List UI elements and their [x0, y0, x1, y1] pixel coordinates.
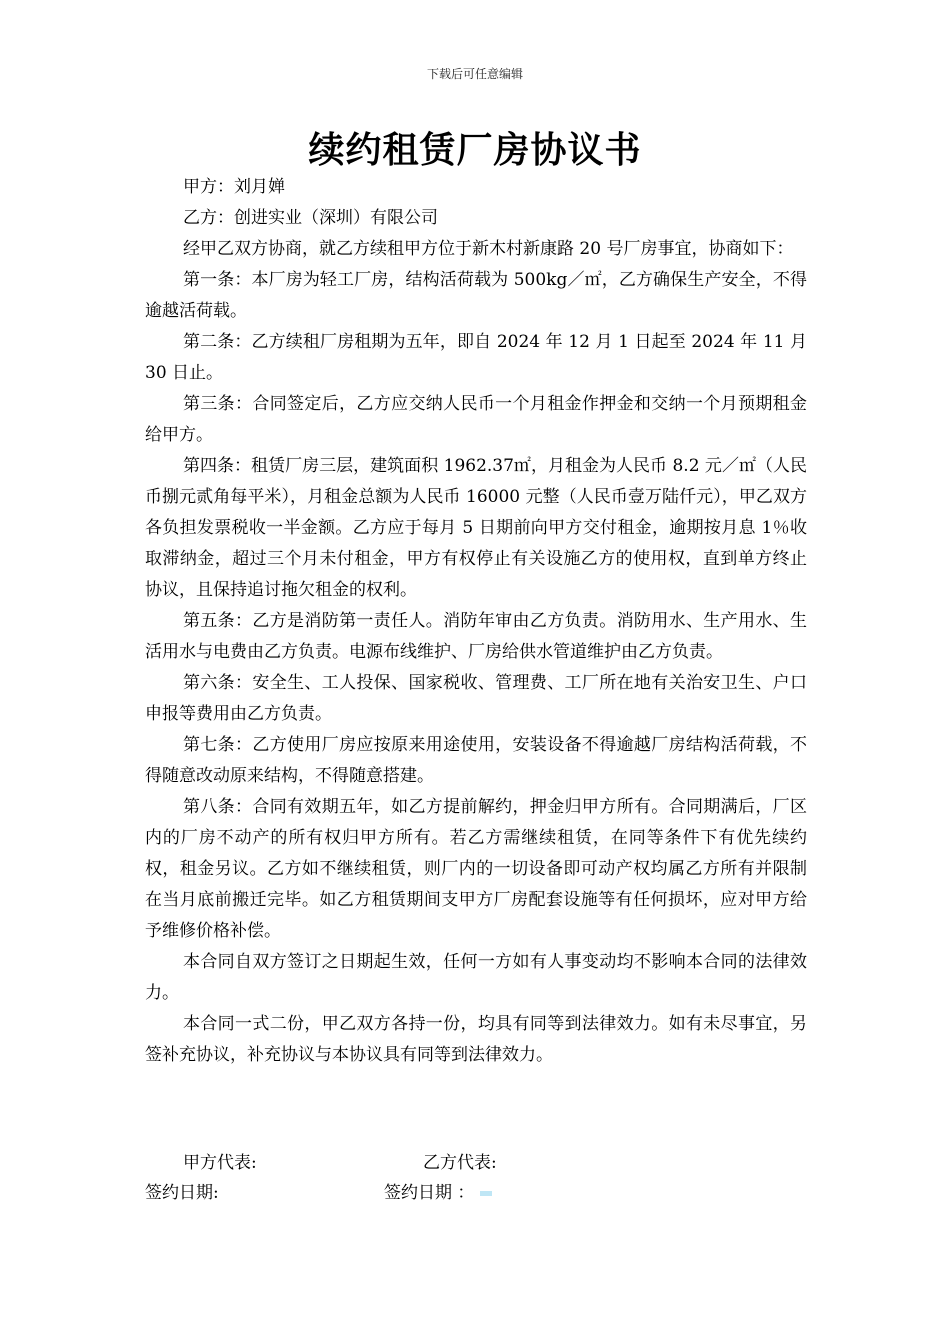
party-b-sign-date-label: 签约日期 ：	[384, 1183, 475, 1203]
agreement-body	[145, 172, 807, 1071]
party-b-line: 乙方：创进实业（深圳）有限公司	[183, 208, 438, 228]
effective-clause: 本合同自双方签订之日期起生效，任何一方如有人事变动均不影响本合同的法律效力。	[145, 952, 807, 1003]
preamble-paragraph: 经甲乙双方协商，就乙方续租甲方位于新木村新康路 20 号厂房事宜，协商如下：	[183, 239, 794, 259]
clause-8: 第八条：合同有效期五年，如乙方提前解约，押金归甲方所有。合同期满后，厂区内的厂房不动产的所有权归甲方所有。若乙方需继续租赁，在同等条件下有优先续约权，租金另议。乙方如不继续租赁，则厂内的一切设备即可动产权均属乙方所有并限制在当月底前搬迁完毕。如乙方租赁期间支甲方厂房配套设施等有任何损坏，应对甲方给予维修价格补偿。	[145, 797, 807, 941]
party-a-sign-date-label: 签约日期:	[145, 1183, 219, 1203]
party-b-sign-date-group	[384, 1178, 492, 1208]
copies-clause: 本合同一式二份，甲乙双方各持一份，均具有同等到法律效力。如有未尽事宜，另签补充协议，补充协议与本协议具有同等到法律效力。	[145, 1014, 807, 1065]
party-a-line: 甲方：刘月婵	[183, 177, 285, 197]
clause-6: 第六条：安全生、工人投保、国家税收、管理费、工厂所在地有关治安卫生、户口申报等费用由乙方负责。	[145, 673, 807, 724]
clause-3: 第三条：合同签定后，乙方应交纳人民币一个月租金作押金和交纳一个月预期租金给甲方。	[145, 394, 807, 445]
party-b-representative-label: 乙方代表:	[423, 1153, 497, 1173]
clause-4: 第四条：租赁厂房三层，建筑面积 1962.37㎡，月租金为人民币 8.2 元／㎡（人民币捌元贰角每平米），月租金总额为人民币 16000 元整（人民币壹万陆仟元），甲乙双方各负担发票税收一半金额。乙方应于每月 5 日期前向甲方交付租金，逾期按月息 1％收取滞纳金，超过三个月未付租金，甲方有权停止有关设施乙方的使用权，直到单方终止协议，且保持追讨拖欠租金的权利。	[145, 456, 807, 600]
document-title: 续约租赁厂房协议书	[308, 129, 642, 171]
party-a-representative-label: 甲方代表:	[183, 1153, 257, 1173]
clause-2: 第二条：乙方续租厂房租期为五年，即自 2024 年 12 月 1 日起至 2024 年 11 月 30 日止。	[145, 332, 807, 383]
clause-1: 第一条：本厂房为轻工厂房，结构活荷载为 500kg／㎡，乙方确保生产安全，不得逾越活荷载。	[145, 270, 807, 321]
header-note: 下载后可任意编辑	[426, 67, 523, 81]
clause-5: 第五条：乙方是消防第一责任人。消防年审由乙方负责。消防用水、生产用水、生活用水与电费由乙方负责。电源布线维护、厂房给供水管道维护由乙方负责。	[145, 611, 807, 662]
date-field-marker	[480, 1191, 492, 1196]
clause-7: 第七条：乙方使用厂房应按原来用途使用，安装设备不得逾越厂房结构活荷载，不得随意改动原来结构，不得随意搭建。	[145, 735, 807, 786]
